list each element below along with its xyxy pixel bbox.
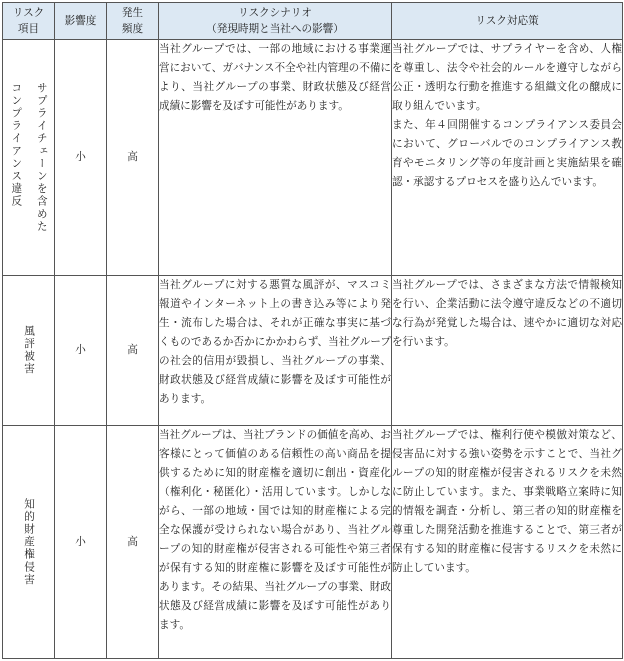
risk-category-line: コンプライアンス違反 [10, 81, 23, 208]
scenario-text: 当社グループに対する悪質な風評が、マスコミ報道やインターネット上の書き込み等により発生・流布した場合は、それが正確な事実に基づくものであるか否かにかかわらず、当社グループの社会的信用が毀損し、当社グループの事業、財政状態及び経営成績に影響を及ぼす可能性があります。 [159, 279, 391, 405]
response-cell [392, 40, 623, 276]
response-cell [392, 426, 623, 659]
scenario-text: 当社グループは、当社ブランドの価値を高め、お客様にとって価値のある信頼性の高い商品を提供するために知的財産権を適切に創出・資産化（権利化・秘匿化）・活用しています。しかしながら、一部の地域・国では知的財産権による完全な保護が受けられない場合があり、当社グループの知的財産権が侵害される可能性や第三者が保有する知的財産権に影響を及ぼす可能性があります。その結果、当社グループの事業、財政状態及び経営成績に影響を及ぼす可能性があります。 [159, 429, 391, 631]
table-row [3, 426, 623, 659]
header-response: リスク対応策 [392, 3, 623, 40]
header-frequency [107, 3, 159, 40]
scenario-cell [159, 276, 392, 426]
table-row [3, 40, 623, 276]
header-scenario-line1: リスクシナリオ [238, 7, 312, 19]
header-category-line2: 項目 [17, 23, 40, 35]
frequency-cell: 高 [107, 276, 159, 426]
frequency-cell: 高 [107, 426, 159, 659]
risk-category-cell [3, 426, 55, 659]
header-category-line1: リスク [12, 7, 45, 19]
header-scenario [159, 3, 392, 40]
response-text: 当社グループでは、サプライヤーを含め、人権を尊重し、法令や社会的ルールを遵守しながら公正・透明な行動を推進する組織文化の醸成に取り組んでいます。 [392, 43, 622, 112]
header-category [3, 3, 55, 40]
risk-category-line: 風評被害 [23, 325, 35, 376]
header-frequency-line2: 頻度 [121, 23, 144, 35]
scenario-cell [159, 40, 392, 276]
frequency-cell: 高 [107, 40, 159, 276]
risk-category-line: サプライチェーンを含めた [35, 81, 48, 234]
response-text: 当社グループでは、さまざまな方法で情報検知を行い、企業活動に法令遵守違反などの不適切な行為が発覚した場合は、速やかに適切な対応を行います。 [392, 279, 622, 348]
risk-category-line: 知的財産権侵害 [23, 497, 35, 587]
header-frequency-line1: 発生 [121, 7, 144, 19]
response-text: 当社グループでは、権利行使や模倣対策など、侵害品に対する強い姿勢を示すことで、当社グループの知的財産権が侵害されるリスクを未然に防止しています。また、事業戦略立案時に知的情報を調査・分析し、第三者の知的財産権を尊重した開発活動を推進することで、第三者が保有する知的財産権に侵害するリスクを未然に防止しています。 [392, 429, 622, 574]
impact-cell: 小 [55, 276, 107, 426]
scenario-cell [159, 426, 392, 659]
response-text: また、年４回開催するコンプライアンス委員会において、グローバルでのコンプライアンス教育やモニタリング等の年度計画と実施結果を確認・承認するプロセスを盛り込んでいます。 [392, 119, 622, 188]
impact-cell: 小 [55, 40, 107, 276]
header-scenario-line2: （発現時期と当社への影響） [206, 23, 344, 35]
impact-cell: 小 [55, 426, 107, 659]
risk-table [2, 2, 623, 659]
risk-category-cell [3, 40, 55, 276]
scenario-text: 当社グループでは、一部の地域における事業運営において、ガバナンス不全や社内管理の不備により、当社グループの事業、財政状態及び経営成績に影響を及ぼす可能性があります。 [159, 43, 392, 112]
header-impact: 影響度 [55, 3, 107, 40]
risk-category-cell [3, 276, 55, 426]
header-row [3, 3, 623, 40]
response-cell [392, 276, 623, 426]
table-row [3, 276, 623, 426]
